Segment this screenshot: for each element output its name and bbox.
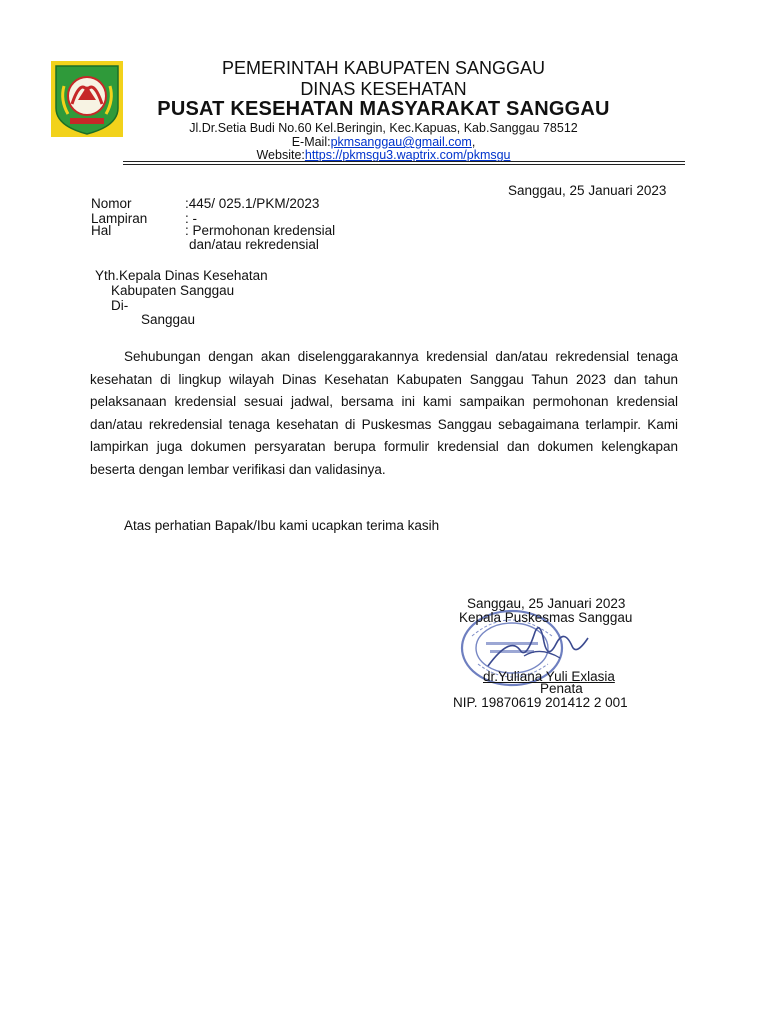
regency-coat-of-arms-icon	[50, 60, 124, 138]
letterhead-rule-bottom	[123, 164, 685, 165]
signature-date: Sanggau, 25 Januari 2023	[467, 596, 626, 611]
letterhead-government: PEMERINTAH KABUPATEN SANGGAU	[221, 58, 546, 78]
letterhead-address: Jl.Dr.Setia Budi No.60 Kel.Beringin, Kec.Kapuas, Kab.Sanggau 78512	[189, 121, 578, 135]
letterhead-email-line	[130, 135, 637, 149]
closing-sentence: Atas perhatian Bapak/Ibu kami ucapkan terima kasih	[124, 518, 440, 533]
recipient-line2: Kabupaten Sanggau	[111, 283, 235, 298]
signatory-rank: Penata	[540, 681, 583, 696]
lampiran-label: Lampiran	[91, 211, 148, 226]
nomor-value: :445/ 025.1/PKM/2023	[185, 196, 320, 211]
website-label: Website:	[256, 148, 305, 162]
hal-label: Hal	[91, 223, 112, 238]
hal-value-line1: : Permohonan kredensial	[185, 223, 336, 238]
signatory-position: Kepala Puskesmas Sanggau	[459, 610, 633, 625]
letterhead-institution: PUSAT KESEHATAN MASYARAKAT SANGGAU	[157, 98, 610, 120]
email-label: E-Mail:	[291, 135, 331, 149]
letter-date: Sanggau, 25 Januari 2023	[508, 183, 667, 198]
letterhead-department: DINAS KESEHATAN	[300, 79, 467, 99]
letterhead-rule-top	[123, 161, 685, 162]
recipient-line1: Yth.Kepala Dinas Kesehatan	[95, 268, 268, 283]
recipient-line3: Di-	[111, 298, 129, 313]
email-link[interactable]: pkmsanggau@gmail.com	[330, 135, 472, 149]
lampiran-value: : -	[185, 211, 197, 226]
email-suffix: ,	[471, 135, 476, 149]
body-paragraph: Sehubungan dengan akan diselenggarakannya kredensial dan/atau rekredensial tenaga kesehatan di lingkup wilayah Dinas Kesehatan Kabupaten Sanggau Tahun 2023 dan tahun pelaksanaan kredensial sesuai jadwal, bersama ini kami sampaikan permohonan kredensial dan/atau rekredensial tenaga kesehatan di Puskesmas Sanggau sebagaimana terlampir. Kami lampirkan juga dokumen persyaratan berupa formulir kredensial dan dokumen kelengkapan beserta dengan lembar verifikasi dan validasinya.	[90, 349, 678, 477]
recipient-line4: Sanggau	[141, 312, 196, 327]
letterhead-website-line	[130, 148, 637, 162]
handwritten-signature-icon	[480, 616, 595, 676]
nomor-label: Nomor	[91, 196, 132, 211]
hal-value-line2: dan/atau rekredensial	[189, 237, 319, 252]
website-link[interactable]: https://pkmsgu3.waptrix.com/pkmsgu	[304, 148, 511, 162]
signatory-name: dr.Yuliana Yuli Exlasia	[483, 669, 615, 684]
signatory-nip: NIP. 19870619 201412 2 001	[453, 695, 628, 710]
letter-body	[90, 346, 678, 481]
